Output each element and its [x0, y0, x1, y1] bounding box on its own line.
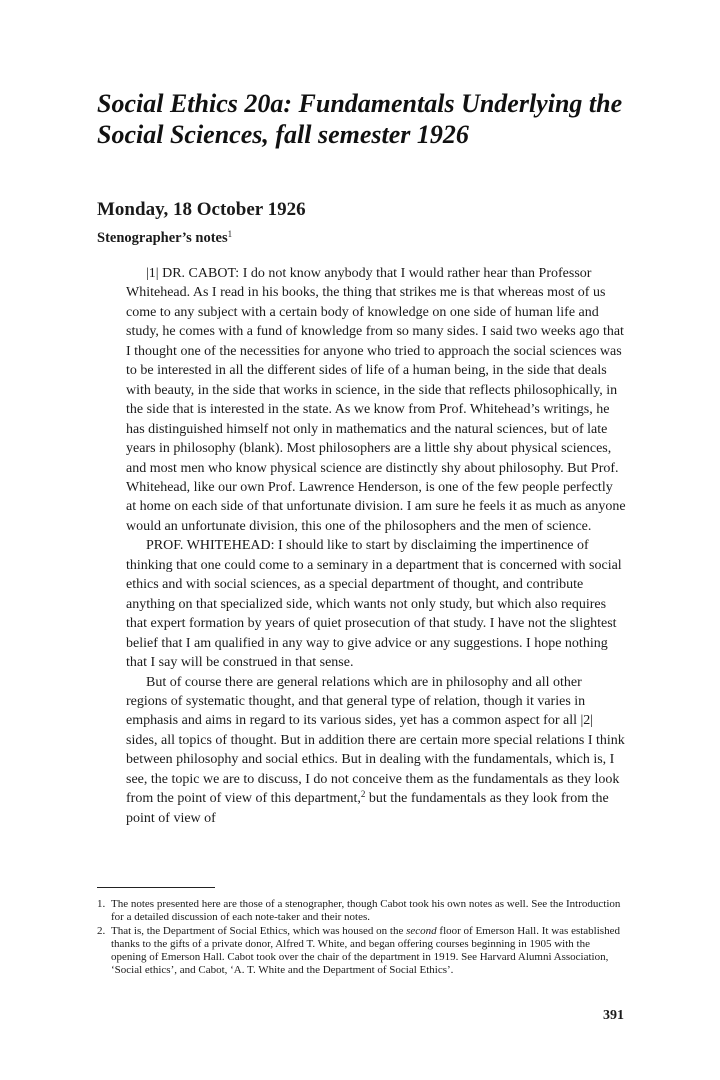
footnote-marker[interactable]: 1: [227, 229, 233, 239]
footnote-text: [111, 898, 627, 924]
footnote-emphasis: second: [406, 925, 437, 937]
footnote-number: 2.: [97, 925, 106, 937]
paragraph-text: But of course there are general relations which are in philosophy and all other regions of systematic thought, and that general type of relation, though it varies in emphasis and aims in regard to its various sides, yet has a common aspect for all |2| sides, all topics of thought. But in addition there are certain more special relations I think between philosophy and social ethics. But in dealing with the fundamentals, which is, I see, the topic we are to discuss, I do not conceive them as the fundamentals as they look from the point of view of this department,: [126, 674, 625, 807]
footnote-divider: [97, 887, 215, 888]
footnote-text: [111, 925, 627, 977]
footnote-item: [97, 925, 627, 977]
footnote-number: 1.: [97, 898, 106, 910]
paragraph-general-relations: [126, 673, 626, 829]
session-date-heading: Monday, 18 October 1926: [97, 199, 306, 220]
paragraph-text: PROF. WHITEHEAD: I should like to start by disclaiming the impertinence of thinking that one could come to a seminary in a department that is concerned with social ethics and with social sciences, as a special department of thought, and contribute anything on that specialized side, which wants not only study, but which also requires that expert formation by years of quiet prosecution of that study. I have not the slightest belief that I am qualified in any way to give advice or any suggestions. I hope nothing that I say will be construed in that sense.: [126, 538, 622, 671]
section-heading: [97, 230, 232, 247]
footnotes: [97, 898, 627, 978]
footnote-text-part: floor of Emerson Hall. It was established thanks to the gifts of a private donor, Alfred T. White, and began offering courses beginning in 1905 with the opening of Emerson Hall. Cabot took over the chair of the department in 1919. See Harvard Alumni Association, ‘Social ethics’, and Cabot, ‘A. T. White and the Department of Social Ethics’.: [111, 925, 620, 976]
paragraph-text: but the fundamentals as they look from the point of view of: [126, 791, 609, 826]
footnote-marker[interactable]: 2: [360, 789, 366, 800]
footnote-text-part: The notes presented here are those of a stenographer, though Cabot took his own notes as well. See the Introduction for a detailed discussion of each note-taker and their notes.: [111, 898, 621, 923]
paragraph-whitehead-disclaimer: [126, 536, 626, 672]
paragraph-cabot-intro: [126, 264, 626, 536]
section-heading-label: Stenographer’s notes: [97, 230, 228, 246]
paragraph-text: |1| DR. CABOT: I do not know anybody that I would rather hear than Professor Whitehead. As I read in his books, the thing that strikes me is that whereas most of us come to any subject with a certain body of knowledge on one side of human life and study, he comes with a fund of knowledge from so many sides. I said two weeks ago that I thought one of the necessities for anyone who tried to approach the social sciences was to be interested in all the different sides of life of a human being, in the side that deals with beauty, in the side that works in science, in the side that reflects philosophically, in the side that is interested in the state. As we know from Prof. Whitehead’s writings, he has distinguished himself not only in mathematics and the natural sciences, but of late years in philosophy (blank). Most philosophers are a little shy about physical sciences, and most men who know physical science are distinctly shy about philosophy. But Prof. Whitehead, like our own Prof. Lawrence Henderson, is one of the few people perfectly at home on each side of that unfortunate division. I am sure he feels it as much as anyone would an unfortunate division, this one of the philosophers and the men of science.: [126, 266, 626, 534]
body-text: [126, 264, 626, 828]
chapter-title: Social Ethics 20a: Fundamentals Underlying the Social Sciences, fall semester 1926: [97, 89, 623, 149]
page-number: 391: [603, 1008, 624, 1023]
footnote-item: [97, 898, 627, 924]
footnote-text-part: That is, the Department of Social Ethics, which was housed on the: [111, 925, 407, 937]
